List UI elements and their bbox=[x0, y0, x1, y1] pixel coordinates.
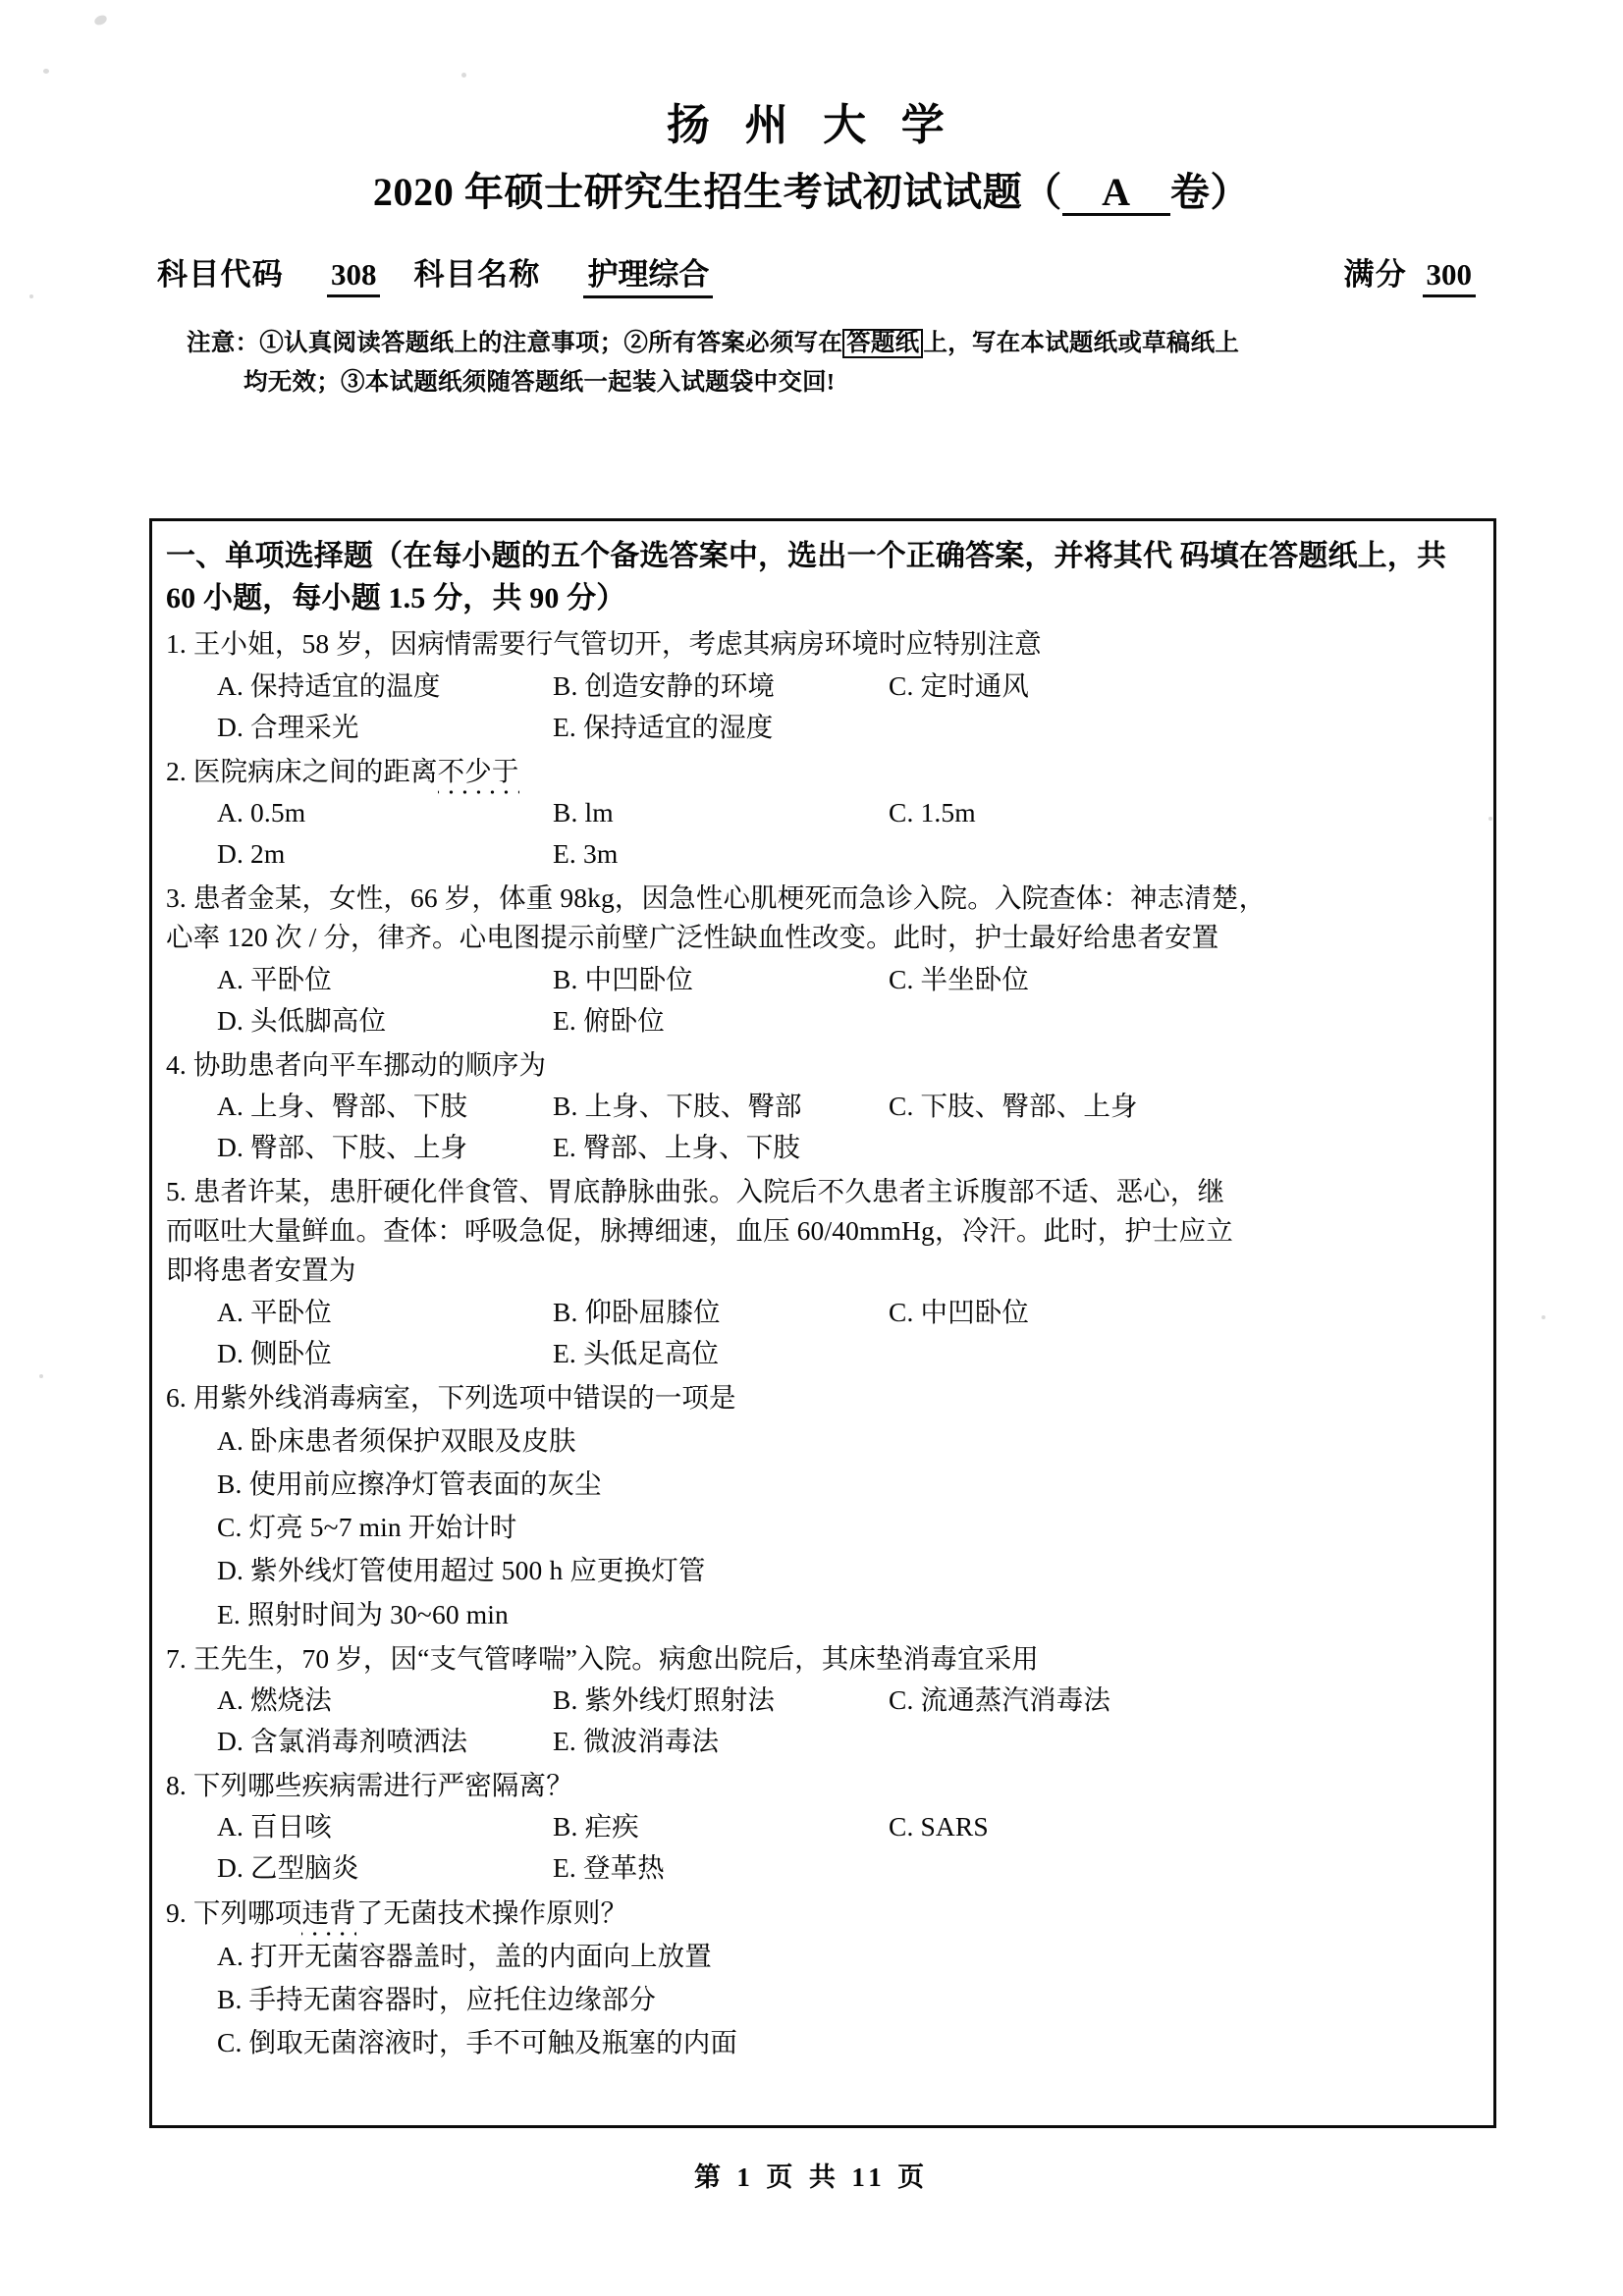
option-d[interactable]: D. 含氯消毒剂喷洒法 bbox=[217, 1726, 468, 1757]
question-6 bbox=[166, 1378, 1476, 1634]
option-a[interactable]: A. 打开无菌容器盖时，盖的内面向上放置 bbox=[217, 1940, 712, 1971]
notice-line1-part-a: ①认真阅读答题纸上的注意事项；②所有答案必须写在 bbox=[259, 330, 843, 356]
full-score-group bbox=[1344, 249, 1476, 297]
option-d[interactable]: D. 合理采光 bbox=[217, 711, 359, 742]
question-2-stem-text: 2. 医院病床之间的距离 bbox=[166, 755, 438, 786]
option-e[interactable]: E. 微波消毒法 bbox=[553, 1726, 720, 1757]
option-e[interactable]: E. 3m bbox=[553, 838, 619, 870]
option-d[interactable]: D. 臀部、下肢、上身 bbox=[217, 1132, 468, 1163]
notice-line1-part-b: 上，写在本试题纸或草稿纸上 bbox=[923, 330, 1240, 356]
option-b[interactable]: B. 使用前应擦净灯管表面的灰尘 bbox=[217, 1468, 602, 1500]
question-7-stem: 7. 王先生，70 岁，因“支气管哮喘”入院。病愈出院后，其床垫消毒宜采用 bbox=[166, 1642, 1039, 1674]
question-3 bbox=[166, 879, 1476, 1041]
option-row bbox=[217, 1293, 1476, 1332]
question-7-options bbox=[166, 1681, 1476, 1761]
university-name: 扬 州 大 学 bbox=[666, 101, 957, 149]
paper-code-value: A bbox=[1062, 173, 1170, 216]
exam-title-prefix: 2020 年硕士研究生招生考试初试试题（ bbox=[372, 170, 1062, 214]
option-a[interactable]: A. 平卧位 bbox=[217, 1296, 332, 1327]
option-row bbox=[217, 1681, 1476, 1720]
question-1-stem: 1. 王小姐，58 岁，因病情需要行气管切开，考虑其病房环境时应特别注意 bbox=[166, 628, 1042, 660]
subject-name-value: 护理综合 bbox=[583, 249, 713, 298]
notice-label: 注意： bbox=[187, 330, 260, 356]
option-d[interactable]: D. 2m bbox=[217, 838, 286, 870]
question-1-options bbox=[166, 667, 1476, 747]
option-row bbox=[217, 960, 1476, 999]
questions-frame bbox=[149, 518, 1496, 2128]
question-3-stem-line2: 心率 120 次 / 分，律齐。心电图提示前壁广泛性缺血性改变。此时，护士最好给患者安置 bbox=[166, 922, 1219, 953]
question-8 bbox=[166, 1766, 1476, 1888]
option-a[interactable]: A. 卧床患者须保护双眼及皮肤 bbox=[217, 1425, 576, 1457]
subject-code-value: 308 bbox=[327, 257, 381, 297]
option-row bbox=[217, 834, 1476, 874]
question-4 bbox=[166, 1045, 1476, 1167]
option-c[interactable]: C. 倒取无菌溶液时，手不可触及瓶塞的内面 bbox=[217, 2027, 737, 2058]
question-2-emphasis: 不少于 bbox=[437, 755, 519, 786]
option-c[interactable]: C. 下肢、臀部、上身 bbox=[889, 1090, 1138, 1121]
question-7 bbox=[166, 1639, 1476, 1761]
document-header bbox=[0, 0, 1623, 216]
option-e[interactable]: E. 俯卧位 bbox=[553, 1004, 665, 1036]
notice-block bbox=[0, 324, 1623, 401]
option-b[interactable]: B. 上身、下肢、臀部 bbox=[553, 1090, 802, 1121]
question-9 bbox=[166, 1894, 1476, 2063]
question-9-options bbox=[166, 1937, 1476, 2062]
question-2 bbox=[166, 752, 1476, 874]
option-row bbox=[217, 1128, 1476, 1167]
question-6-stem: 6. 用紫外线消毒病室，下列选项中错误的一项是 bbox=[166, 1381, 736, 1413]
scan-speck bbox=[461, 73, 466, 78]
section-title-line1: 一、单项选择题（在每小题的五个备选答案中，选出一个正确答案，并将其代 bbox=[166, 540, 1173, 572]
question-6-options bbox=[166, 1421, 1476, 1634]
option-a[interactable]: A. 燃烧法 bbox=[217, 1683, 332, 1715]
option-d[interactable]: D. 乙型脑炎 bbox=[217, 1852, 359, 1884]
option-c[interactable]: C. 中凹卧位 bbox=[889, 1296, 1030, 1327]
option-e[interactable]: E. 照射时间为 30~60 min bbox=[217, 1598, 509, 1629]
option-a[interactable]: A. 上身、臀部、下肢 bbox=[217, 1090, 468, 1121]
option-c[interactable]: C. 流通蒸汽消毒法 bbox=[889, 1683, 1110, 1715]
question-2-stem bbox=[166, 752, 1476, 791]
question-4-options bbox=[166, 1087, 1476, 1167]
question-9-stem bbox=[166, 1894, 1476, 1933]
option-c[interactable]: C. 灯亮 5~7 min 开始计时 bbox=[217, 1512, 517, 1543]
question-9-emphasis: 违背 bbox=[301, 1896, 356, 1928]
option-a[interactable]: A. 保持适宜的温度 bbox=[217, 669, 441, 701]
question-5-stem-line3: 即将患者安置为 bbox=[166, 1255, 356, 1286]
scan-speck bbox=[43, 69, 49, 74]
option-b[interactable]: B. 疟疾 bbox=[553, 1811, 639, 1842]
exam-title bbox=[0, 170, 1623, 216]
option-e[interactable]: E. 保持适宜的湿度 bbox=[553, 711, 774, 742]
option-b[interactable]: B. 手持无菌容器时，应托住边缘部分 bbox=[217, 1983, 657, 2014]
section-title bbox=[166, 535, 1476, 619]
question-5-options bbox=[166, 1293, 1476, 1373]
option-row bbox=[217, 667, 1476, 706]
option-c[interactable]: C. SARS bbox=[889, 1811, 989, 1842]
question-1 bbox=[166, 624, 1476, 746]
option-b[interactable]: B. lm bbox=[553, 796, 614, 828]
option-row bbox=[217, 1087, 1476, 1126]
option-row bbox=[217, 1722, 1476, 1761]
option-row bbox=[217, 1001, 1476, 1041]
question-9-stem-pre: 9. 下列哪项 bbox=[166, 1896, 302, 1928]
option-a[interactable]: A. 百日咳 bbox=[217, 1811, 332, 1842]
option-a[interactable]: A. 平卧位 bbox=[217, 963, 332, 994]
question-5 bbox=[166, 1172, 1476, 1373]
question-8-stem: 8. 下列哪些疾病需进行严密隔离？ bbox=[166, 1770, 573, 1801]
option-row bbox=[217, 708, 1476, 747]
question-8-options bbox=[166, 1807, 1476, 1888]
option-row bbox=[217, 1807, 1476, 1846]
option-c[interactable]: C. 定时通风 bbox=[889, 669, 1030, 701]
option-e[interactable]: E. 登革热 bbox=[553, 1852, 665, 1884]
option-d[interactable]: D. 头低脚高位 bbox=[217, 1004, 387, 1036]
subject-code-label: 科目代码 bbox=[157, 257, 284, 292]
exam-title-suffix: 卷） bbox=[1169, 170, 1251, 214]
subject-meta-row bbox=[0, 249, 1623, 298]
option-e[interactable]: E. 臀部、上身、下肢 bbox=[553, 1132, 801, 1163]
question-5-stem-line2: 而呕吐大量鲜血。查体：呼吸急促，脉搏细速，血压 60/40mmHg，冷汗。此时，护士应立 bbox=[166, 1215, 1233, 1247]
option-c[interactable]: C. 1.5m bbox=[889, 796, 976, 828]
option-b[interactable]: B. 紫外线灯照射法 bbox=[553, 1683, 775, 1715]
question-4-stem: 4. 协助患者向平车挪动的顺序为 bbox=[166, 1048, 547, 1080]
page-footer: 第 1 页 共 11 页 bbox=[693, 2163, 930, 2192]
option-row bbox=[217, 1334, 1476, 1373]
notice-line2: 均无效；③本试题纸须随答题纸一起装入试题袋中交回! bbox=[243, 368, 836, 396]
scan-speck bbox=[1542, 1315, 1545, 1319]
question-5-stem-line1: 5. 患者许某，患肝硬化伴食管、胃底静脉曲张。入院后不久患者主诉腹部不适、恶心，继 bbox=[166, 1176, 1225, 1207]
scan-speck bbox=[39, 1374, 43, 1378]
option-c[interactable]: C. 半坐卧位 bbox=[889, 963, 1030, 994]
option-row bbox=[217, 793, 1476, 832]
full-score-label: 满分 bbox=[1343, 257, 1407, 292]
question-2-options bbox=[166, 793, 1476, 874]
option-d[interactable]: D. 侧卧位 bbox=[217, 1337, 332, 1368]
option-b[interactable]: B. 创造安静的环境 bbox=[553, 669, 775, 701]
option-b[interactable]: B. 仰卧屈膝位 bbox=[553, 1296, 721, 1327]
option-b[interactable]: B. 中凹卧位 bbox=[553, 963, 694, 994]
option-e[interactable]: E. 头低足高位 bbox=[553, 1337, 720, 1368]
subject-name-label: 科目名称 bbox=[413, 257, 541, 292]
section-title-line2: 码填在答题纸上，共 60 小题，每小题 1.5 分，共 90 分） bbox=[166, 540, 1447, 615]
option-row bbox=[217, 1848, 1476, 1888]
option-d[interactable]: D. 紫外线灯管使用超过 500 h 应更换灯管 bbox=[217, 1555, 706, 1586]
full-score-value: 300 bbox=[1423, 257, 1477, 297]
question-3-stem-line1: 3. 患者金某，女性，66 岁，体重 98kg，因急性心肌梗死而急诊入院。入院查体：神志清楚， bbox=[166, 882, 1267, 914]
question-9-stem-post: 了无菌技术操作原则？ bbox=[355, 1896, 628, 1928]
notice-boxed-answer-sheet: 答题纸 bbox=[842, 329, 923, 358]
question-3-options bbox=[166, 960, 1476, 1041]
option-a[interactable]: A. 0.5m bbox=[217, 796, 306, 828]
